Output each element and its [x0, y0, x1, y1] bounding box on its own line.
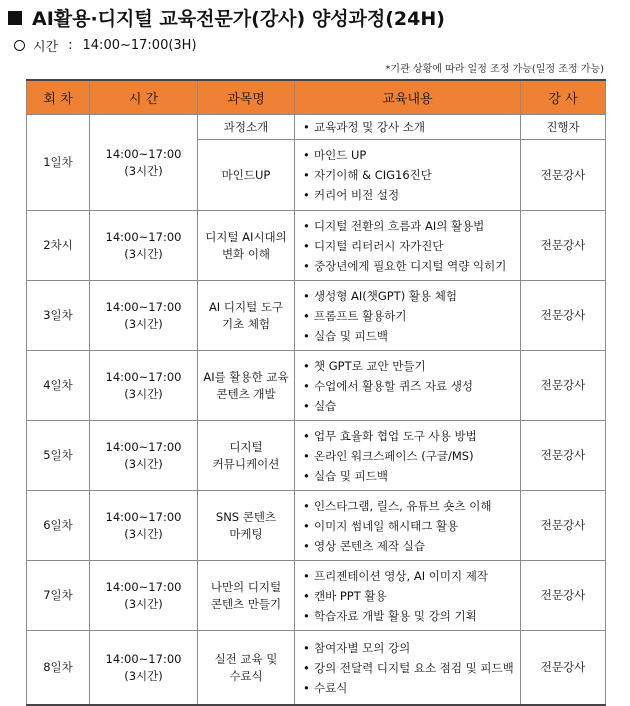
content-item: • 중장년에게 필요한 디지털 역량 익히기	[303, 256, 516, 276]
time-range: 14:00~17:00	[105, 439, 182, 454]
round-cell: 7일차	[27, 561, 90, 631]
instructor-cell: 전문강사	[521, 561, 606, 631]
subject-cell	[198, 631, 295, 706]
table-row	[27, 421, 606, 491]
square-bullet-icon	[8, 11, 22, 25]
header-content: 교육내용	[295, 80, 521, 115]
subject-cell	[198, 281, 295, 351]
round-cell: 6일차	[27, 491, 90, 561]
table-row	[27, 281, 606, 351]
time-cell	[90, 281, 198, 351]
time-range: 14:00~17:00	[105, 509, 182, 524]
subject-line: 콘텐츠 만들기	[210, 596, 282, 611]
instructor-cell: 전문강사	[521, 421, 606, 491]
time-duration: (3시간)	[124, 668, 163, 683]
time-range: 14:00~17:00	[105, 229, 182, 244]
content-item: • 프롬프트 활용하기	[303, 306, 516, 326]
content-cell	[295, 115, 521, 140]
instructor-cell: 전문강사	[521, 281, 606, 351]
round-cell: 3일차	[27, 281, 90, 351]
subject-line: 실전 교육 및	[214, 651, 278, 666]
time-range: 14:00~17:00	[105, 651, 182, 666]
content-item: • 교육과정 및 강사 소개	[303, 117, 516, 137]
round-cell: 4일차	[27, 351, 90, 421]
time-cell	[90, 491, 198, 561]
content-list	[303, 638, 516, 698]
subject-line: 변화 이해	[221, 246, 271, 261]
time-range: 14:00~17:00	[105, 579, 182, 594]
subject-line: 마케팅	[229, 526, 263, 541]
subject-line: SNS 콘텐츠	[215, 509, 277, 524]
instructor-cell: 전문강사	[521, 351, 606, 421]
subject-line: 디지털	[229, 439, 263, 454]
content-item: • 이미지 썸네일 해시태그 활용	[303, 516, 516, 536]
content-item: • 수업에서 활용할 퀴즈 자료 생성	[303, 376, 516, 396]
time-line	[14, 36, 197, 55]
content-list	[303, 356, 516, 416]
table-row	[27, 351, 606, 421]
schedule-table	[26, 79, 606, 706]
content-item: • 프리젠테이션 영상, AI 이미지 제작	[303, 566, 516, 586]
header-time: 시 간	[90, 80, 198, 115]
content-item: • 자기이해 & CIG16진단	[303, 165, 516, 185]
subject-line: 수료식	[229, 668, 263, 683]
content-list	[303, 145, 516, 205]
subject-line: 콘텐츠 개발	[216, 386, 276, 401]
content-cell	[295, 351, 521, 421]
content-list	[303, 216, 516, 276]
subject-line: AI 디지털 도구	[208, 299, 284, 314]
instructor-cell: 전문강사	[521, 211, 606, 281]
subject-line: 나만의 디지털	[210, 579, 282, 594]
table-row	[27, 491, 606, 561]
table-row	[27, 561, 606, 631]
subject-cell	[198, 140, 295, 211]
subject-cell	[198, 421, 295, 491]
content-item: • 챗 GPT로 교안 만들기	[303, 356, 516, 376]
content-cell	[295, 211, 521, 281]
subject-cell	[198, 351, 295, 421]
content-item: • 생성형 AI(챗GPT) 활용 체험	[303, 286, 516, 306]
content-cell	[295, 491, 521, 561]
content-cell	[295, 421, 521, 491]
time-range: 14:00~17:00	[105, 369, 182, 384]
content-item: • 참여자별 모의 강의	[303, 638, 516, 658]
subject-line: 커뮤니케이션	[212, 456, 280, 471]
subject-cell	[198, 115, 295, 140]
title-text: AI활용·디지털 교육전문가(강사) 양성과정(24H)	[32, 8, 445, 30]
subject-line: 마인드UP	[221, 167, 271, 182]
content-item: • 디지털 리터러시 자가진단	[303, 236, 516, 256]
content-item: • 마인드 UP	[303, 145, 516, 165]
schedule-note: *기관 상황에 따라 일정 조정 가능(일정 조정 가능)	[385, 64, 604, 75]
time-duration: (3시간)	[124, 596, 163, 611]
time-range: 14:00~17:00	[105, 146, 182, 161]
content-list	[303, 286, 516, 346]
instructor-cell: 전문강사	[521, 140, 606, 211]
subject-line: AI를 활용한 교육	[203, 369, 289, 384]
subject-line: 디지털 AI시대의	[205, 229, 287, 244]
time-separator: :	[68, 38, 73, 53]
content-item: • 학습자료 개발 활용 및 강의 기획	[303, 606, 516, 626]
header-round: 회 차	[27, 80, 90, 115]
page-title	[8, 4, 445, 31]
content-item: • 강의 전달력 디지털 요소 점검 및 피드백	[303, 658, 516, 678]
header-row	[27, 80, 606, 115]
content-cell	[295, 140, 521, 211]
time-cell	[90, 561, 198, 631]
content-item: • 실습	[303, 396, 516, 416]
subject-line: 과정소개	[223, 119, 269, 134]
header-instructor: 강 사	[521, 80, 606, 115]
round-cell: 5일차	[27, 421, 90, 491]
round-cell: 1일차	[27, 115, 90, 211]
content-list	[303, 117, 516, 137]
content-list	[303, 566, 516, 626]
content-list	[303, 496, 516, 556]
content-item: • 영상 콘텐츠 제작 실습	[303, 536, 516, 556]
time-duration: (3시간)	[124, 163, 163, 178]
table-row	[27, 115, 606, 140]
time-cell	[90, 115, 198, 211]
content-item: • 커리어 비전 설정	[303, 185, 516, 205]
subject-line: 기초 체험	[221, 316, 271, 331]
table-row	[27, 211, 606, 281]
subject-cell	[198, 561, 295, 631]
content-item: • 인스타그램, 릴스, 유튜브 숏츠 이해	[303, 496, 516, 516]
content-cell	[295, 561, 521, 631]
content-item: • 실습 및 피드백	[303, 326, 516, 346]
time-cell	[90, 631, 198, 706]
instructor-cell: 진행자	[521, 115, 606, 140]
content-cell	[295, 631, 521, 706]
content-cell	[295, 281, 521, 351]
header-subject: 과목명	[198, 80, 295, 115]
instructor-cell: 전문강사	[521, 631, 606, 706]
content-item: • 실습 및 피드백	[303, 466, 516, 486]
instructor-cell: 전문강사	[521, 491, 606, 561]
content-item: • 디지털 전환의 흐름과 AI의 활용법	[303, 216, 516, 236]
time-label: 시간	[33, 40, 59, 55]
circle-bullet-icon	[14, 40, 25, 51]
time-duration: (3시간)	[124, 456, 163, 471]
content-list	[303, 426, 516, 486]
time-value: 14:00~17:00(3H)	[82, 38, 197, 53]
content-item: • 수료식	[303, 678, 516, 698]
time-cell	[90, 211, 198, 281]
table-row	[27, 631, 606, 706]
content-item: • 캔바 PPT 활용	[303, 586, 516, 606]
subject-cell	[198, 491, 295, 561]
content-item: • 업무 효율화 협업 도구 사용 방법	[303, 426, 516, 446]
time-duration: (3시간)	[124, 526, 163, 541]
subject-cell	[198, 211, 295, 281]
time-range: 14:00~17:00	[105, 299, 182, 314]
time-cell	[90, 351, 198, 421]
round-cell: 8일차	[27, 631, 90, 706]
round-cell: 2차시	[27, 211, 90, 281]
content-item: • 온라인 워크스페이스 (구글/MS)	[303, 446, 516, 466]
time-duration: (3시간)	[124, 386, 163, 401]
time-duration: (3시간)	[124, 316, 163, 331]
time-cell	[90, 421, 198, 491]
time-duration: (3시간)	[124, 246, 163, 261]
